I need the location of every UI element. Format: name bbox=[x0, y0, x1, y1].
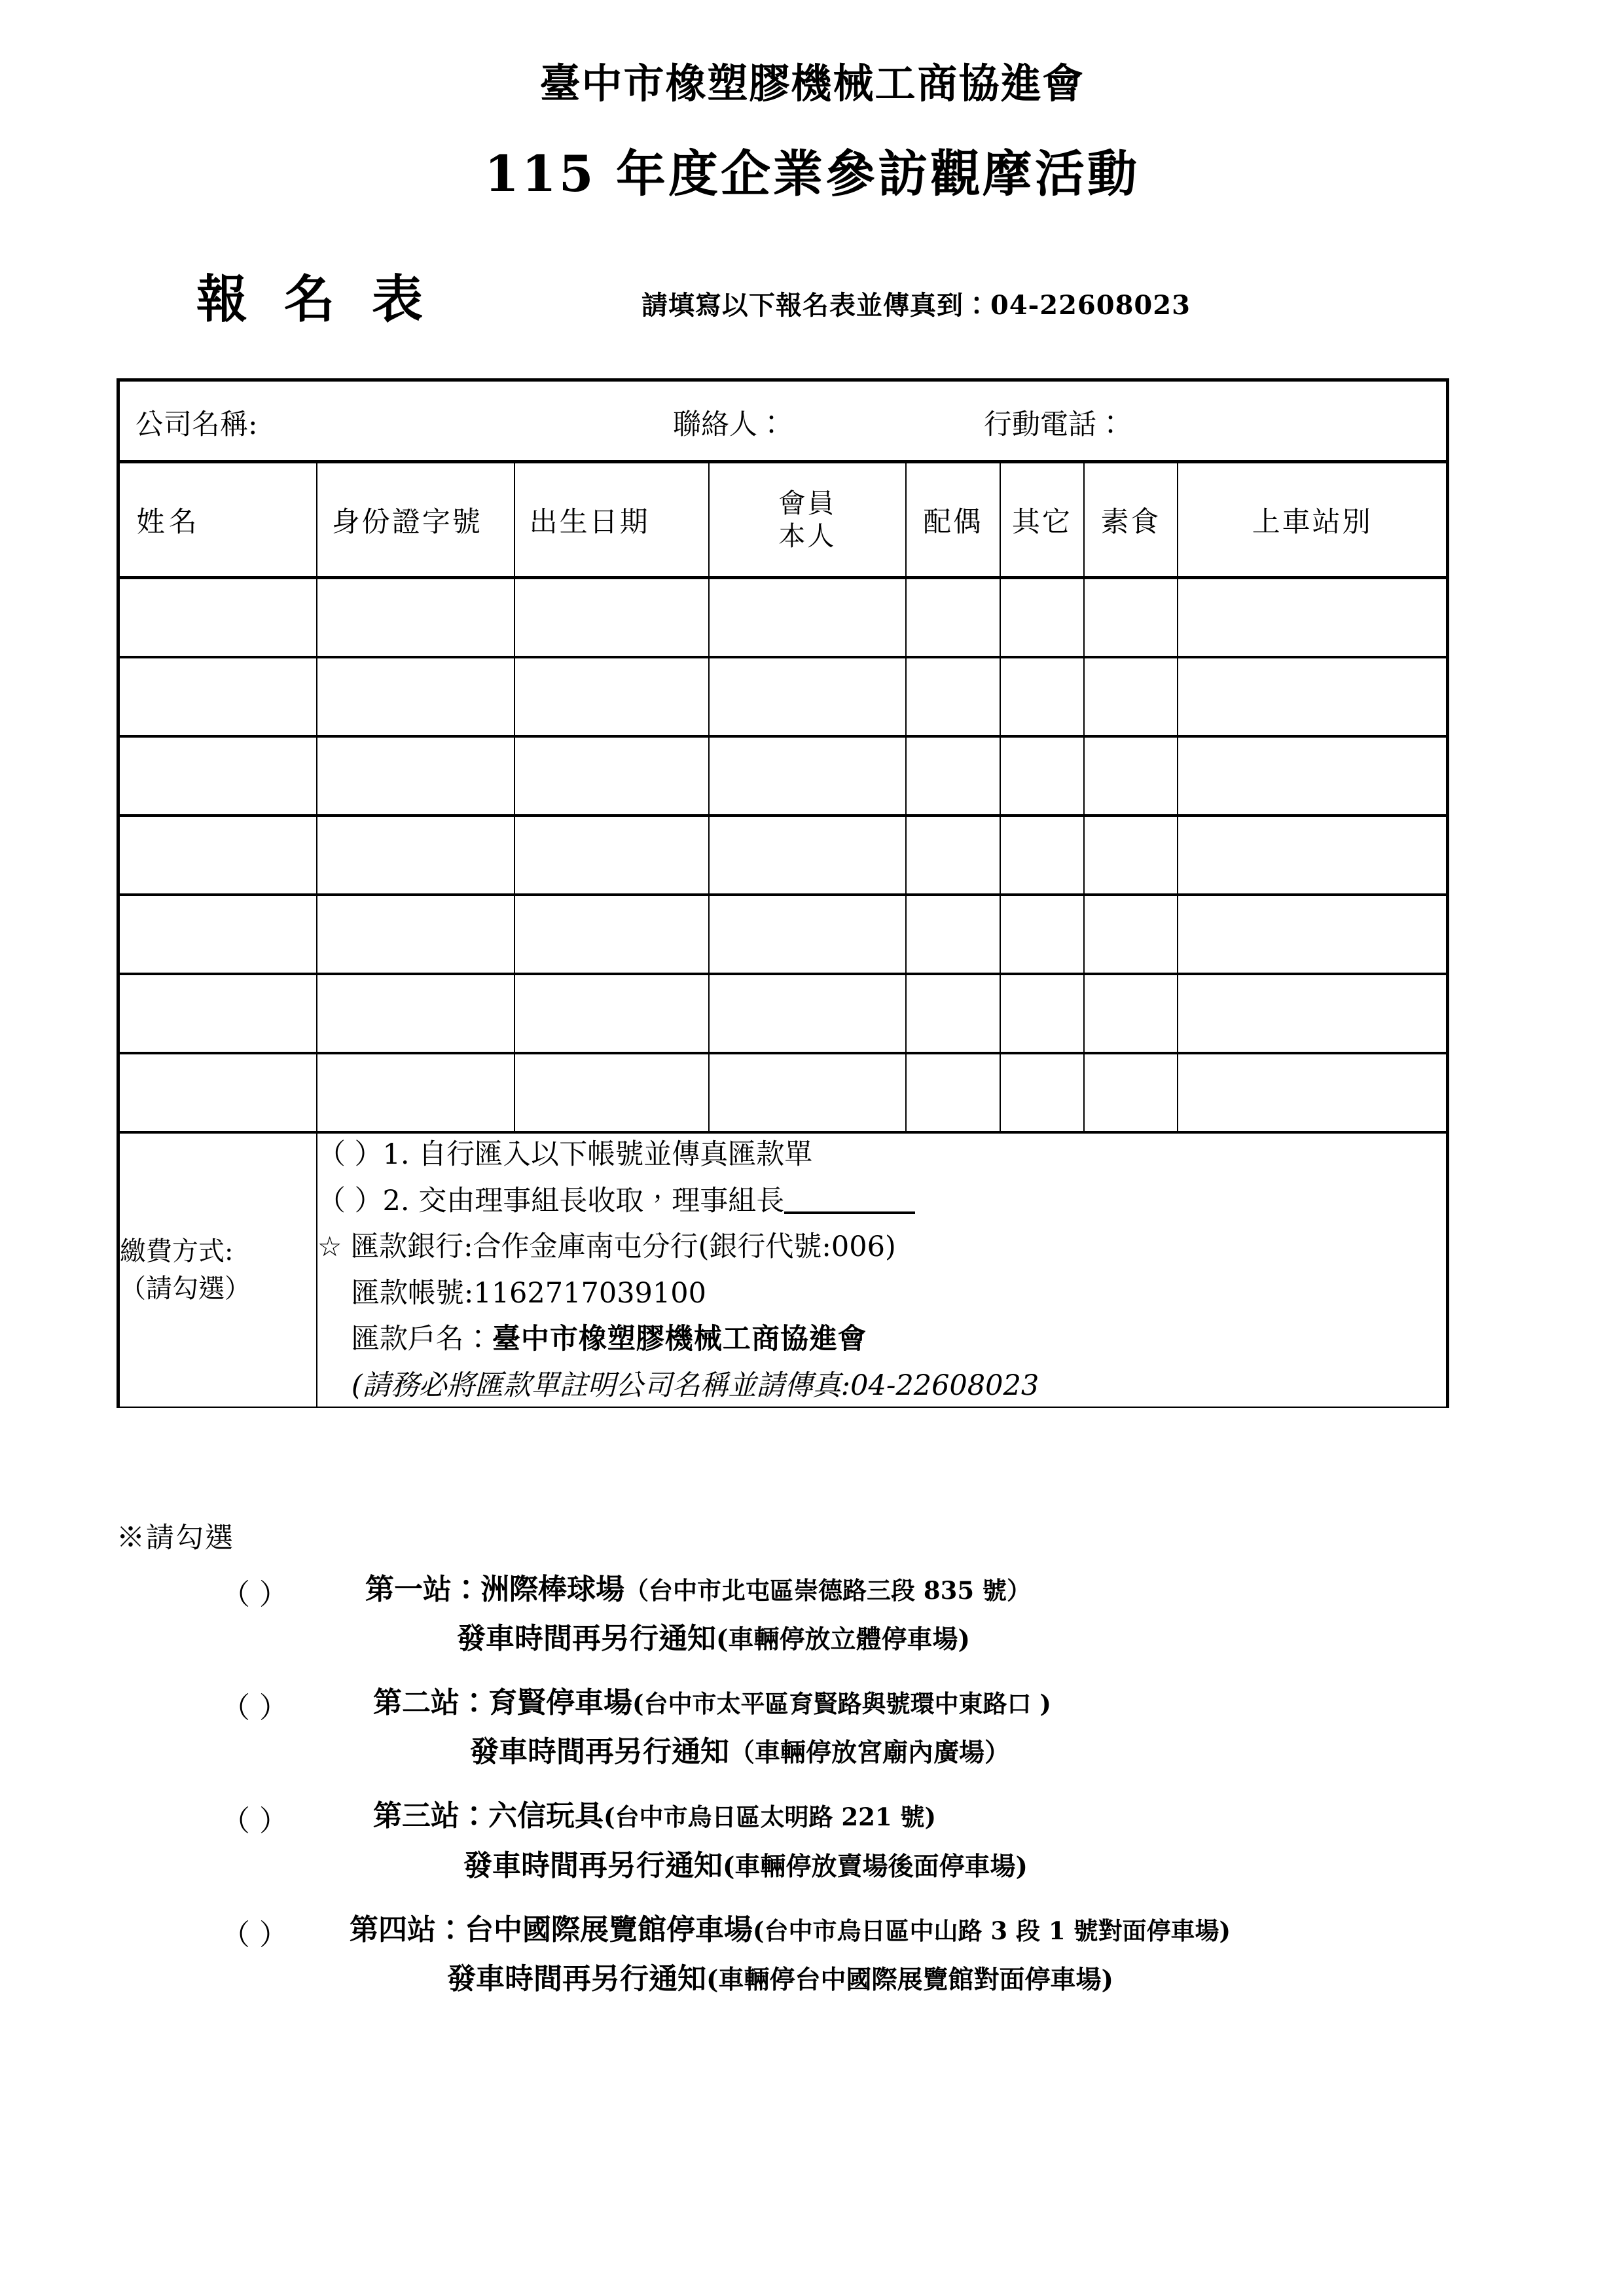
cell-vegetarian[interactable] bbox=[1084, 974, 1178, 1053]
cell-spouse[interactable] bbox=[906, 1053, 1000, 1132]
station-1-parking-note: (車輛停放立體停車場) bbox=[716, 1624, 970, 1655]
cell-vegetarian[interactable] bbox=[1084, 1053, 1178, 1132]
cell-birthdate[interactable] bbox=[514, 816, 709, 895]
cell-vegetarian[interactable] bbox=[1084, 895, 1178, 974]
cell-id-number[interactable] bbox=[317, 578, 514, 658]
station-4-address: (台中市烏日區中山路 3 段 1 號對面停車場) bbox=[753, 1916, 1231, 1945]
cell-id-number[interactable] bbox=[317, 895, 514, 974]
form-fax-note: 請填寫以下報名表並傳真到：04-22608023 bbox=[641, 290, 1191, 321]
company-name-label: 公司名稱: bbox=[135, 408, 258, 441]
table-row[interactable] bbox=[118, 974, 1448, 1053]
station-3-departure-note bbox=[463, 1842, 1524, 1884]
table-row[interactable] bbox=[118, 736, 1448, 816]
cell-vegetarian[interactable] bbox=[1084, 578, 1178, 658]
contact-person-label: 聯絡人： bbox=[673, 408, 785, 441]
registration-table bbox=[117, 378, 1449, 1408]
column-header-birthdate: 出生日期 bbox=[514, 462, 709, 578]
member-label-line2: 本人 bbox=[778, 520, 837, 552]
account-holder-name: 臺中市橡塑膠機械工商協進會 bbox=[492, 1323, 867, 1355]
cell-name[interactable] bbox=[118, 816, 317, 895]
cell-boarding-station[interactable] bbox=[1178, 1053, 1447, 1132]
cell-member-self[interactable] bbox=[709, 657, 907, 736]
cell-name[interactable] bbox=[118, 578, 317, 658]
cell-birthdate[interactable] bbox=[514, 895, 709, 974]
cell-vegetarian[interactable] bbox=[1084, 657, 1178, 736]
station-1-name: 第一站：洲際棒球場 bbox=[365, 1573, 624, 1606]
payment-option-2[interactable] bbox=[317, 1180, 1446, 1223]
stations-check-hint: ※請勾選 bbox=[117, 1522, 234, 1554]
column-header-name: 姓名 bbox=[118, 462, 317, 578]
cell-id-number[interactable] bbox=[317, 816, 514, 895]
cell-spouse[interactable] bbox=[906, 816, 1000, 895]
table-row[interactable] bbox=[118, 816, 1448, 895]
station-1-departure-main: 發車時間再另行通知 bbox=[457, 1622, 716, 1656]
cell-other[interactable] bbox=[1000, 736, 1084, 816]
organization-title: 臺中市橡塑膠機械工商協進會 bbox=[539, 60, 1085, 107]
station-4-checkbox[interactable]: （ ） bbox=[221, 1918, 288, 1952]
cell-birthdate[interactable] bbox=[514, 736, 709, 816]
payment-method-label bbox=[118, 1132, 317, 1407]
cell-member-self[interactable] bbox=[709, 578, 907, 658]
cell-spouse[interactable] bbox=[906, 974, 1000, 1053]
table-row[interactable] bbox=[118, 1053, 1448, 1132]
cell-name[interactable] bbox=[118, 974, 317, 1053]
station-2-name: 第二站：育賢停車場 bbox=[373, 1686, 632, 1720]
column-header-other: 其它 bbox=[1000, 462, 1084, 578]
leader-name-blank[interactable] bbox=[784, 1211, 915, 1214]
station-2-departure-main: 發車時間再另行通知 bbox=[470, 1735, 729, 1769]
cell-spouse[interactable] bbox=[906, 736, 1000, 816]
station-4-name: 第四站：台中國際展覽館停車場 bbox=[350, 1912, 753, 1946]
cell-boarding-station[interactable] bbox=[1178, 816, 1447, 895]
payment-option-2-text: （ ）2. 交由理事組長收取，理事組長 bbox=[317, 1184, 785, 1217]
column-header-row bbox=[118, 462, 1448, 578]
cell-member-self[interactable] bbox=[709, 816, 907, 895]
payment-label-line1: 繳費方式: bbox=[120, 1236, 234, 1266]
cell-other[interactable] bbox=[1000, 895, 1084, 974]
cell-name[interactable] bbox=[118, 1053, 317, 1132]
contact-header-row bbox=[118, 380, 1448, 462]
cell-name[interactable] bbox=[118, 736, 317, 816]
cell-name[interactable] bbox=[118, 657, 317, 736]
station-1-title bbox=[365, 1571, 1524, 1608]
column-header-boarding-station: 上車站別 bbox=[1178, 462, 1447, 578]
cell-birthdate[interactable] bbox=[514, 1053, 709, 1132]
station-option-1[interactable] bbox=[117, 1571, 1524, 1657]
station-1-address: （台中市北屯區崇德路三段 835 號） bbox=[624, 1576, 1031, 1605]
contact-cell bbox=[118, 380, 1448, 462]
column-header-id-number: 身份證字號 bbox=[317, 462, 514, 578]
cell-boarding-station[interactable] bbox=[1178, 895, 1447, 974]
cell-boarding-station[interactable] bbox=[1178, 657, 1447, 736]
cell-other[interactable] bbox=[1000, 1053, 1084, 1132]
cell-birthdate[interactable] bbox=[514, 657, 709, 736]
station-option-4[interactable] bbox=[117, 1911, 1524, 1997]
form-heading bbox=[196, 259, 1440, 331]
payment-fax-note: (請務必將匯款單註明公司名稱並請傳真:04-22608023 bbox=[351, 1369, 1039, 1402]
cell-member-self[interactable] bbox=[709, 974, 907, 1053]
cell-name[interactable] bbox=[118, 895, 317, 974]
station-4-departure-note bbox=[447, 1955, 1524, 1997]
station-3-title bbox=[373, 1797, 1524, 1835]
station-3-name: 第三站：六信玩具 bbox=[373, 1799, 604, 1833]
payment-option-1[interactable]: （ ）1. 自行匯入以下帳號並傳真匯款單 bbox=[317, 1138, 813, 1171]
table-row[interactable] bbox=[118, 657, 1448, 736]
account-holder-label: 匯款戶名： bbox=[351, 1323, 492, 1355]
cell-vegetarian[interactable] bbox=[1084, 816, 1178, 895]
cell-member-self[interactable] bbox=[709, 1053, 907, 1132]
cell-boarding-station[interactable] bbox=[1178, 736, 1447, 816]
station-2-parking-note: （車輛停放宮廟內廣場） bbox=[729, 1738, 1011, 1768]
account-holder-line bbox=[317, 1318, 1446, 1361]
station-3-checkbox[interactable]: （ ） bbox=[221, 1804, 288, 1839]
form-title: 報名表 bbox=[196, 270, 460, 329]
cell-member-self[interactable] bbox=[709, 736, 907, 816]
cell-id-number[interactable] bbox=[317, 736, 514, 816]
cell-other[interactable] bbox=[1000, 657, 1084, 736]
cell-id-number[interactable] bbox=[317, 974, 514, 1053]
column-header-vegetarian: 素食 bbox=[1084, 462, 1178, 578]
cell-member-self[interactable] bbox=[709, 895, 907, 974]
payment-label-line2: （請勾選） bbox=[120, 1273, 251, 1304]
station-2-title bbox=[373, 1684, 1524, 1721]
bank-line bbox=[317, 1226, 1446, 1268]
station-4-title bbox=[350, 1911, 1524, 1948]
station-3-address: (台中市烏日區太明路 221 號) bbox=[604, 1803, 937, 1832]
cell-birthdate[interactable] bbox=[514, 578, 709, 658]
cell-id-number[interactable] bbox=[317, 657, 514, 736]
cell-other[interactable] bbox=[1000, 578, 1084, 658]
bank-line-text: 匯款銀行:合作金庫南屯分行(銀行代號:006) bbox=[351, 1230, 896, 1263]
station-2-checkbox[interactable]: （ ） bbox=[221, 1691, 288, 1725]
account-number-line: 匯款帳號:1162717039100 bbox=[351, 1276, 706, 1310]
station-option-2[interactable] bbox=[117, 1684, 1524, 1770]
station-4-parking-note: (車輛停台中國際展覽館對面停車場) bbox=[706, 1964, 1113, 1995]
member-label-line1: 會員 bbox=[778, 487, 837, 519]
mobile-phone-label: 行動電話： bbox=[984, 408, 1125, 441]
table-row[interactable] bbox=[118, 578, 1448, 658]
cell-boarding-station[interactable] bbox=[1178, 974, 1447, 1053]
cell-other[interactable] bbox=[1000, 974, 1084, 1053]
event-title: 115 年度企業參訪觀摩活動 bbox=[484, 145, 1140, 203]
cell-spouse[interactable] bbox=[906, 895, 1000, 974]
star-icon: ☆ bbox=[317, 1230, 342, 1263]
column-header-spouse: 配偶 bbox=[906, 462, 1000, 578]
payment-row bbox=[118, 1132, 1448, 1407]
column-header-member-self bbox=[709, 462, 907, 578]
station-option-3[interactable] bbox=[117, 1797, 1524, 1883]
cell-spouse[interactable] bbox=[906, 657, 1000, 736]
station-1-departure-note bbox=[457, 1615, 1524, 1657]
cell-id-number[interactable] bbox=[317, 1053, 514, 1132]
cell-vegetarian[interactable] bbox=[1084, 736, 1178, 816]
cell-boarding-station[interactable] bbox=[1178, 578, 1447, 658]
payment-details bbox=[317, 1132, 1448, 1407]
station-2-departure-note bbox=[470, 1728, 1524, 1770]
station-3-parking-note: (車輛停放賣場後面停車場) bbox=[723, 1851, 1028, 1882]
cell-birthdate[interactable] bbox=[514, 974, 709, 1053]
station-2-address: (台中市太平區育賢路與號環中東路口 ) bbox=[632, 1689, 1051, 1719]
cell-other[interactable] bbox=[1000, 816, 1084, 895]
table-row[interactable] bbox=[118, 895, 1448, 974]
cell-spouse[interactable] bbox=[906, 578, 1000, 658]
stations-list bbox=[117, 1571, 1524, 2024]
station-3-departure-main: 發車時間再另行通知 bbox=[463, 1848, 723, 1882]
station-1-checkbox[interactable]: （ ） bbox=[221, 1578, 288, 1611]
station-4-departure-main: 發車時間再另行通知 bbox=[447, 1962, 706, 1996]
